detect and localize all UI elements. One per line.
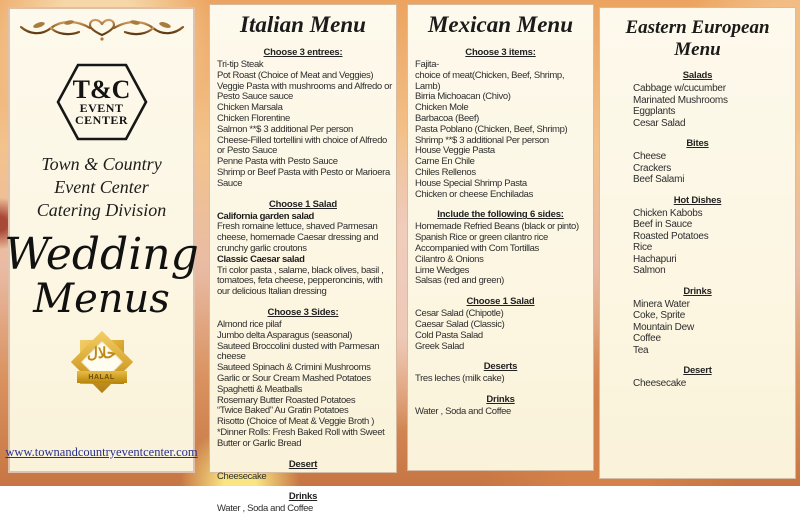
menu-item: Crackers xyxy=(633,162,672,174)
menu-item: Cheese xyxy=(633,151,666,162)
menu-item: Chicken Marsala xyxy=(217,102,283,114)
menu-item: Risotto (Choice of Meat & Veggie Broth ) xyxy=(217,416,375,428)
section-heading: Choose 1 Salad xyxy=(269,198,337,210)
menu-item: Coke, Sprite xyxy=(633,310,686,321)
menu-item: Rosemary Butter Roasted Potatoes xyxy=(217,394,356,406)
menu-item: California garden salad xyxy=(217,210,315,222)
section-heading: Bites xyxy=(686,138,709,149)
menu-item: *Dinner Rolls: Fresh Baked Roll with Sweet Butter or Garlic Bread xyxy=(217,426,385,449)
halal-ribbon-label: HALAL xyxy=(77,371,127,383)
menu-item: Roasted Potatoes xyxy=(633,230,709,242)
menu-item: Rice xyxy=(633,242,653,253)
menu-item: Garlic or Sour Cream Mashed Potatoes xyxy=(217,372,371,384)
menu-item: Cilantro & Onions xyxy=(415,253,484,265)
section-heading: Desert xyxy=(288,458,318,470)
menu-title-eastern: Eastern European Menu xyxy=(625,17,770,60)
section-heading: Drinks xyxy=(288,491,318,503)
logo-word-event: EVENT xyxy=(79,101,124,115)
menu-item: Spanish Rice or green cilantro rice xyxy=(415,232,548,244)
menu-item: Cheesecake xyxy=(633,378,687,389)
flyer-title-menus: Menus xyxy=(33,276,170,322)
menu-item: Classic Caesar salad xyxy=(217,253,305,265)
menu-item: Pasta Poblano (Chicken, Beef, Shrimp) xyxy=(415,123,568,135)
section-heading: Desert xyxy=(683,365,712,376)
menu-item: Chicken or cheese Enchiladas xyxy=(415,188,533,200)
menu-item: Cabbage w/cucumber xyxy=(633,83,726,94)
menu-item: Chicken Kabobs xyxy=(633,207,703,219)
menu-item: Chiles Rellenos xyxy=(415,166,476,178)
menu-item: House Special Shrimp Pasta xyxy=(415,177,527,189)
menu-item: Mountain Dew xyxy=(633,321,694,333)
menu-item: “Twice Baked” Au Gratin Potatoes xyxy=(217,405,349,417)
menu-item: Fajita- xyxy=(415,59,439,70)
menu-item: Salmon xyxy=(633,265,666,276)
gold-flourish-ornament xyxy=(17,14,187,55)
menu-item: Cesar Salad (Chipotle) xyxy=(415,308,504,320)
section-heading: Drinks xyxy=(486,394,515,406)
menu-item: Tri color pasta , salame, black olives, basil , tomatoes, feta cheese, pepperoncinis, with our delicious Italian dressing xyxy=(217,264,384,298)
menu-item: Beef in Sauce xyxy=(633,219,693,230)
menu-item: Tres leches (milk cake) xyxy=(415,373,505,385)
menu-item: Coffee xyxy=(633,333,661,344)
section-heading: Hot Dishes xyxy=(673,194,722,206)
menu-item: Homemade Refried Beans (black or pinto) xyxy=(415,221,579,233)
menu-item: Sauteed Broccolini dusted with Parmesan cheese xyxy=(217,340,380,363)
menu-panel-italian xyxy=(209,4,397,515)
menu-item: Carne En Chile xyxy=(415,156,475,168)
halal-badge xyxy=(69,330,135,394)
menu-item: Sauteed Spinach & Crimini Mushrooms xyxy=(217,362,371,374)
section-heading: Include the following 6 sides: xyxy=(437,209,564,221)
menu-item: Chicken Mole xyxy=(415,102,469,114)
org-line-2: Event Center xyxy=(54,177,149,197)
section-heading: Choose 1 Salad xyxy=(466,296,535,308)
menu-item: Beef Salami xyxy=(633,174,685,185)
flyer-title-wedding: Wedding xyxy=(4,229,199,280)
section-heading: Choose 3 items: xyxy=(465,47,536,58)
menu-item: Cold Pasta Salad xyxy=(415,329,483,341)
menu-item: Birria Michoacan (Chivo) xyxy=(415,91,511,103)
menu-item: Almond rice pilaf xyxy=(217,318,282,330)
menu-item: Minera Water xyxy=(633,298,690,310)
halal-arabic-text: حلال xyxy=(86,345,117,362)
menu-item: Tri-tip Steak xyxy=(217,59,264,70)
website-link[interactable]: www.townandcountryeventcenter.com xyxy=(5,445,198,459)
menu-item: Veggie Pasta with mushrooms and Alfredo or Pesto Sauce sauce xyxy=(217,80,392,103)
section-heading: Choose 3 Sides: xyxy=(267,306,339,318)
menu-item: Chicken Florentine xyxy=(217,112,290,124)
menu-item: Salmon **$ 3 additional Per person xyxy=(217,123,353,135)
menu-item: Shrimp **$ 3 additional Per person xyxy=(415,134,549,146)
menu-item: Shrimp or Beef Pasta with Pesto or Marioera Sauce xyxy=(217,166,390,189)
org-line-3: Catering Division xyxy=(36,200,167,220)
menu-item: Marinated Mushrooms xyxy=(633,94,728,106)
menu-item: Cheesecake xyxy=(217,470,267,482)
flourish-icon xyxy=(17,14,187,50)
menu-item: Water , Soda and Coffee xyxy=(415,406,511,418)
menu-item: Fresh romaine lettuce, shaved Parmesan cheese, homemade Caesar dressing and crunchy garlic croutons xyxy=(217,221,379,254)
menu-item: Water , Soda and Coffee xyxy=(217,503,313,515)
menu-item: Hachapuri xyxy=(633,253,677,265)
menu-item: Spaghetti & Meatballs xyxy=(217,383,303,395)
tc-event-center-logo xyxy=(56,61,148,143)
logo-acronym: T&C xyxy=(72,75,131,104)
menu-panel-eastern xyxy=(599,7,796,479)
menu-item: Barbacoa (Beef) xyxy=(415,112,479,124)
section-heading: Choose 3 entrees: xyxy=(263,47,343,58)
section-heading: Deserts xyxy=(483,361,518,373)
menu-item: Penne Pasta with Pesto Sauce xyxy=(217,156,338,168)
menu-item: Cesar Salad xyxy=(633,117,686,129)
org-line-1: Town & Country xyxy=(41,154,162,174)
organization-name xyxy=(37,153,167,222)
menu-item: Caesar Salad (Classic) xyxy=(415,318,505,330)
menu-item: Jumbo delta Asparagus (seasonal) xyxy=(217,329,353,341)
menu-title-italian: Italian Menu xyxy=(240,12,366,37)
section-heading: Drinks xyxy=(683,285,712,297)
menu-panel-mexican xyxy=(407,4,594,471)
menu-item: Cheese-Filled tortellini with choice of Alfredo or Pesto Sauce xyxy=(217,134,387,157)
brand-panel xyxy=(4,7,199,473)
menu-item: House Veggie Pasta xyxy=(415,145,495,157)
logo-word-center: CENTER xyxy=(74,113,128,127)
section-heading: Salads xyxy=(682,70,713,81)
menu-item: Pot Roast (Choice of Meat and Veggies) xyxy=(217,69,374,81)
menu-item: Accompanied with Com Tortillas xyxy=(415,242,539,254)
menu-item: Tea xyxy=(633,344,649,356)
menu-item: Greek Salad xyxy=(415,340,464,352)
menu-title-mexican: Mexican Menu xyxy=(427,12,574,37)
menu-item: Lime Wedges xyxy=(415,264,470,276)
menu-item: Salsas (red and green) xyxy=(415,275,504,287)
menu-item: choice of meat(Chicken, Beef, Shrimp, Lamb) xyxy=(415,69,565,92)
menu-item: Eggplants xyxy=(633,106,676,117)
